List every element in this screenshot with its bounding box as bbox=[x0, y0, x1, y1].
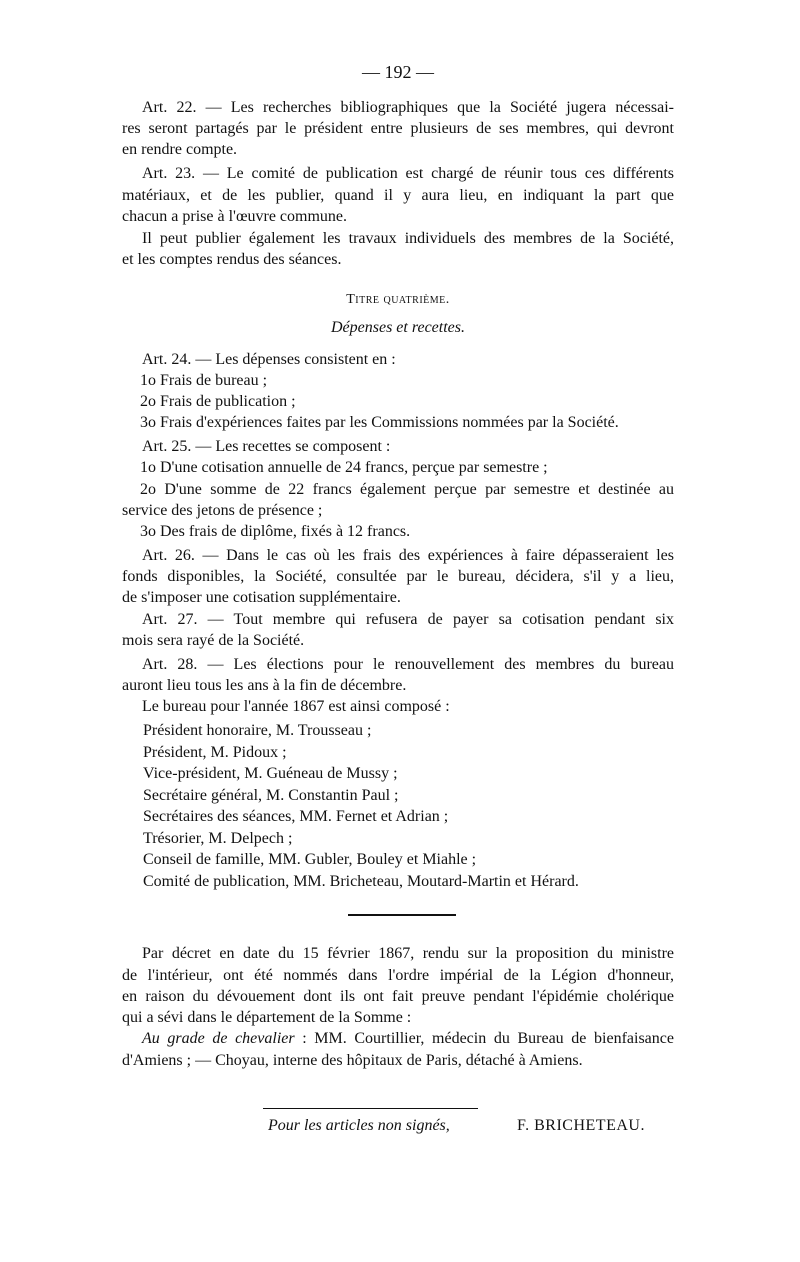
section-title: Titre quatrième. bbox=[346, 292, 450, 307]
publication-line-1: Il peut publier également les travaux individuels des membres de la Société, bbox=[142, 230, 674, 247]
unsigned-articles-note: Pour les articles non signés, bbox=[268, 1117, 450, 1134]
grade-label: Au grade de chevalier bbox=[142, 1030, 295, 1047]
art25-item-2b: service des jetons de présence ; bbox=[122, 502, 323, 519]
officer-line-7: Conseil de famille, MM. Gubler, Bouley et Miahle ; bbox=[143, 851, 477, 868]
decret-line-1: Par décret en date du 15 février 1867, rendu sur la proposition du ministre bbox=[142, 945, 674, 962]
decret-line-5 bbox=[122, 1029, 674, 1049]
signature: F. BRICHETEAU. bbox=[517, 1117, 645, 1134]
art22-line-1: Art. 22. — Les recherches bibliographiques que la Société jugera nécessai- bbox=[142, 99, 674, 116]
officer-line-5: Secrétaires des séances, MM. Fernet et Adrian ; bbox=[143, 808, 449, 825]
art26-line-2: fonds disponibles, la Société, consultée par le bureau, décidera, s'il y a lieu, bbox=[122, 568, 674, 585]
section-subtitle: Dépenses et recettes. bbox=[330, 319, 465, 336]
art23-line-1: Art. 23. — Le comité de publication est chargé de réunir tous ces différents bbox=[142, 165, 674, 182]
officer-line-4: Secrétaire général, M. Constantin Paul ; bbox=[143, 787, 399, 804]
art23-line-3: chacun a prise à l'œuvre commune. bbox=[122, 208, 348, 225]
art28-line-2: auront lieu tous les ans à la fin de décembre. bbox=[122, 677, 407, 694]
art27-line-2: mois sera rayé de la Société. bbox=[122, 632, 305, 649]
publication-line-2: et les comptes rendus des séances. bbox=[122, 251, 342, 268]
decret-line-4: qui a sévi dans le département de la Somme : bbox=[122, 1009, 412, 1026]
art22-line-2: res seront partagés par le président entre plusieurs de ses membres, qui devront bbox=[122, 120, 674, 137]
art26-line-1: Art. 26. — Dans le cas où les frais des expériences à faire dépasseraient les bbox=[142, 547, 674, 564]
decret-line-2: de l'intérieur, ont été nommés dans l'ordre impérial de la Légion d'honneur, bbox=[122, 967, 674, 984]
decret-line-3: en raison du dévouement dont ils ont fait preuve pendant l'épidémie cholérique bbox=[122, 988, 674, 1005]
art24-item-3: 3o Frais d'expériences faites par les Commissions nommées par la Société. bbox=[140, 414, 619, 431]
officer-line-3: Vice-président, M. Guéneau de Mussy ; bbox=[143, 765, 398, 782]
page-number: — 192 — bbox=[362, 62, 434, 82]
art24-line-1: Art. 24. — Les dépenses consistent en : bbox=[142, 351, 396, 368]
decret-line-6: d'Amiens ; — Choyau, interne des hôpitaux de Paris, détaché à Amiens. bbox=[122, 1052, 583, 1069]
section-divider bbox=[348, 914, 456, 916]
officer-line-2: Président, M. Pidoux ; bbox=[143, 744, 287, 761]
art22-line-3: en rendre compte. bbox=[122, 141, 238, 158]
art28-line-1: Art. 28. — Les élections pour le renouvellement des membres du bureau bbox=[142, 656, 674, 673]
art25-item-1: 1o D'une cotisation annuelle de 24 francs, perçue par semestre ; bbox=[140, 459, 548, 476]
footer-rule bbox=[263, 1108, 478, 1109]
art23-line-2: matériaux, et de les publier, quand il y aura lieu, en indiquant la part que bbox=[122, 187, 674, 204]
art24-item-2: 2o Frais de publication ; bbox=[140, 393, 296, 410]
art27-line-1: Art. 27. — Tout membre qui refusera de payer sa cotisation pendant six bbox=[142, 611, 674, 628]
art25-line-1: Art. 25. — Les recettes se composent : bbox=[142, 438, 391, 455]
art25-item-3: 3o Des frais de diplôme, fixés à 12 francs. bbox=[140, 523, 411, 540]
art26-line-3: de s'imposer une cotisation supplémentaire. bbox=[122, 589, 401, 606]
decret-line-5-rest: : MM. Courtillier, médecin du Bureau de bienfaisance bbox=[294, 1030, 674, 1047]
art28-line-3: Le bureau pour l'année 1867 est ainsi composé : bbox=[142, 698, 450, 715]
art24-item-1: 1o Frais de bureau ; bbox=[140, 372, 268, 389]
officer-line-1: Président honoraire, M. Trousseau ; bbox=[143, 722, 372, 739]
officer-line-8: Comité de publication, MM. Bricheteau, Moutard-Martin et Hérard. bbox=[143, 873, 579, 890]
art25-item-2a: 2o D'une somme de 22 francs également perçue par semestre et destinée au bbox=[140, 481, 674, 498]
officer-line-6: Trésorier, M. Delpech ; bbox=[143, 830, 293, 847]
